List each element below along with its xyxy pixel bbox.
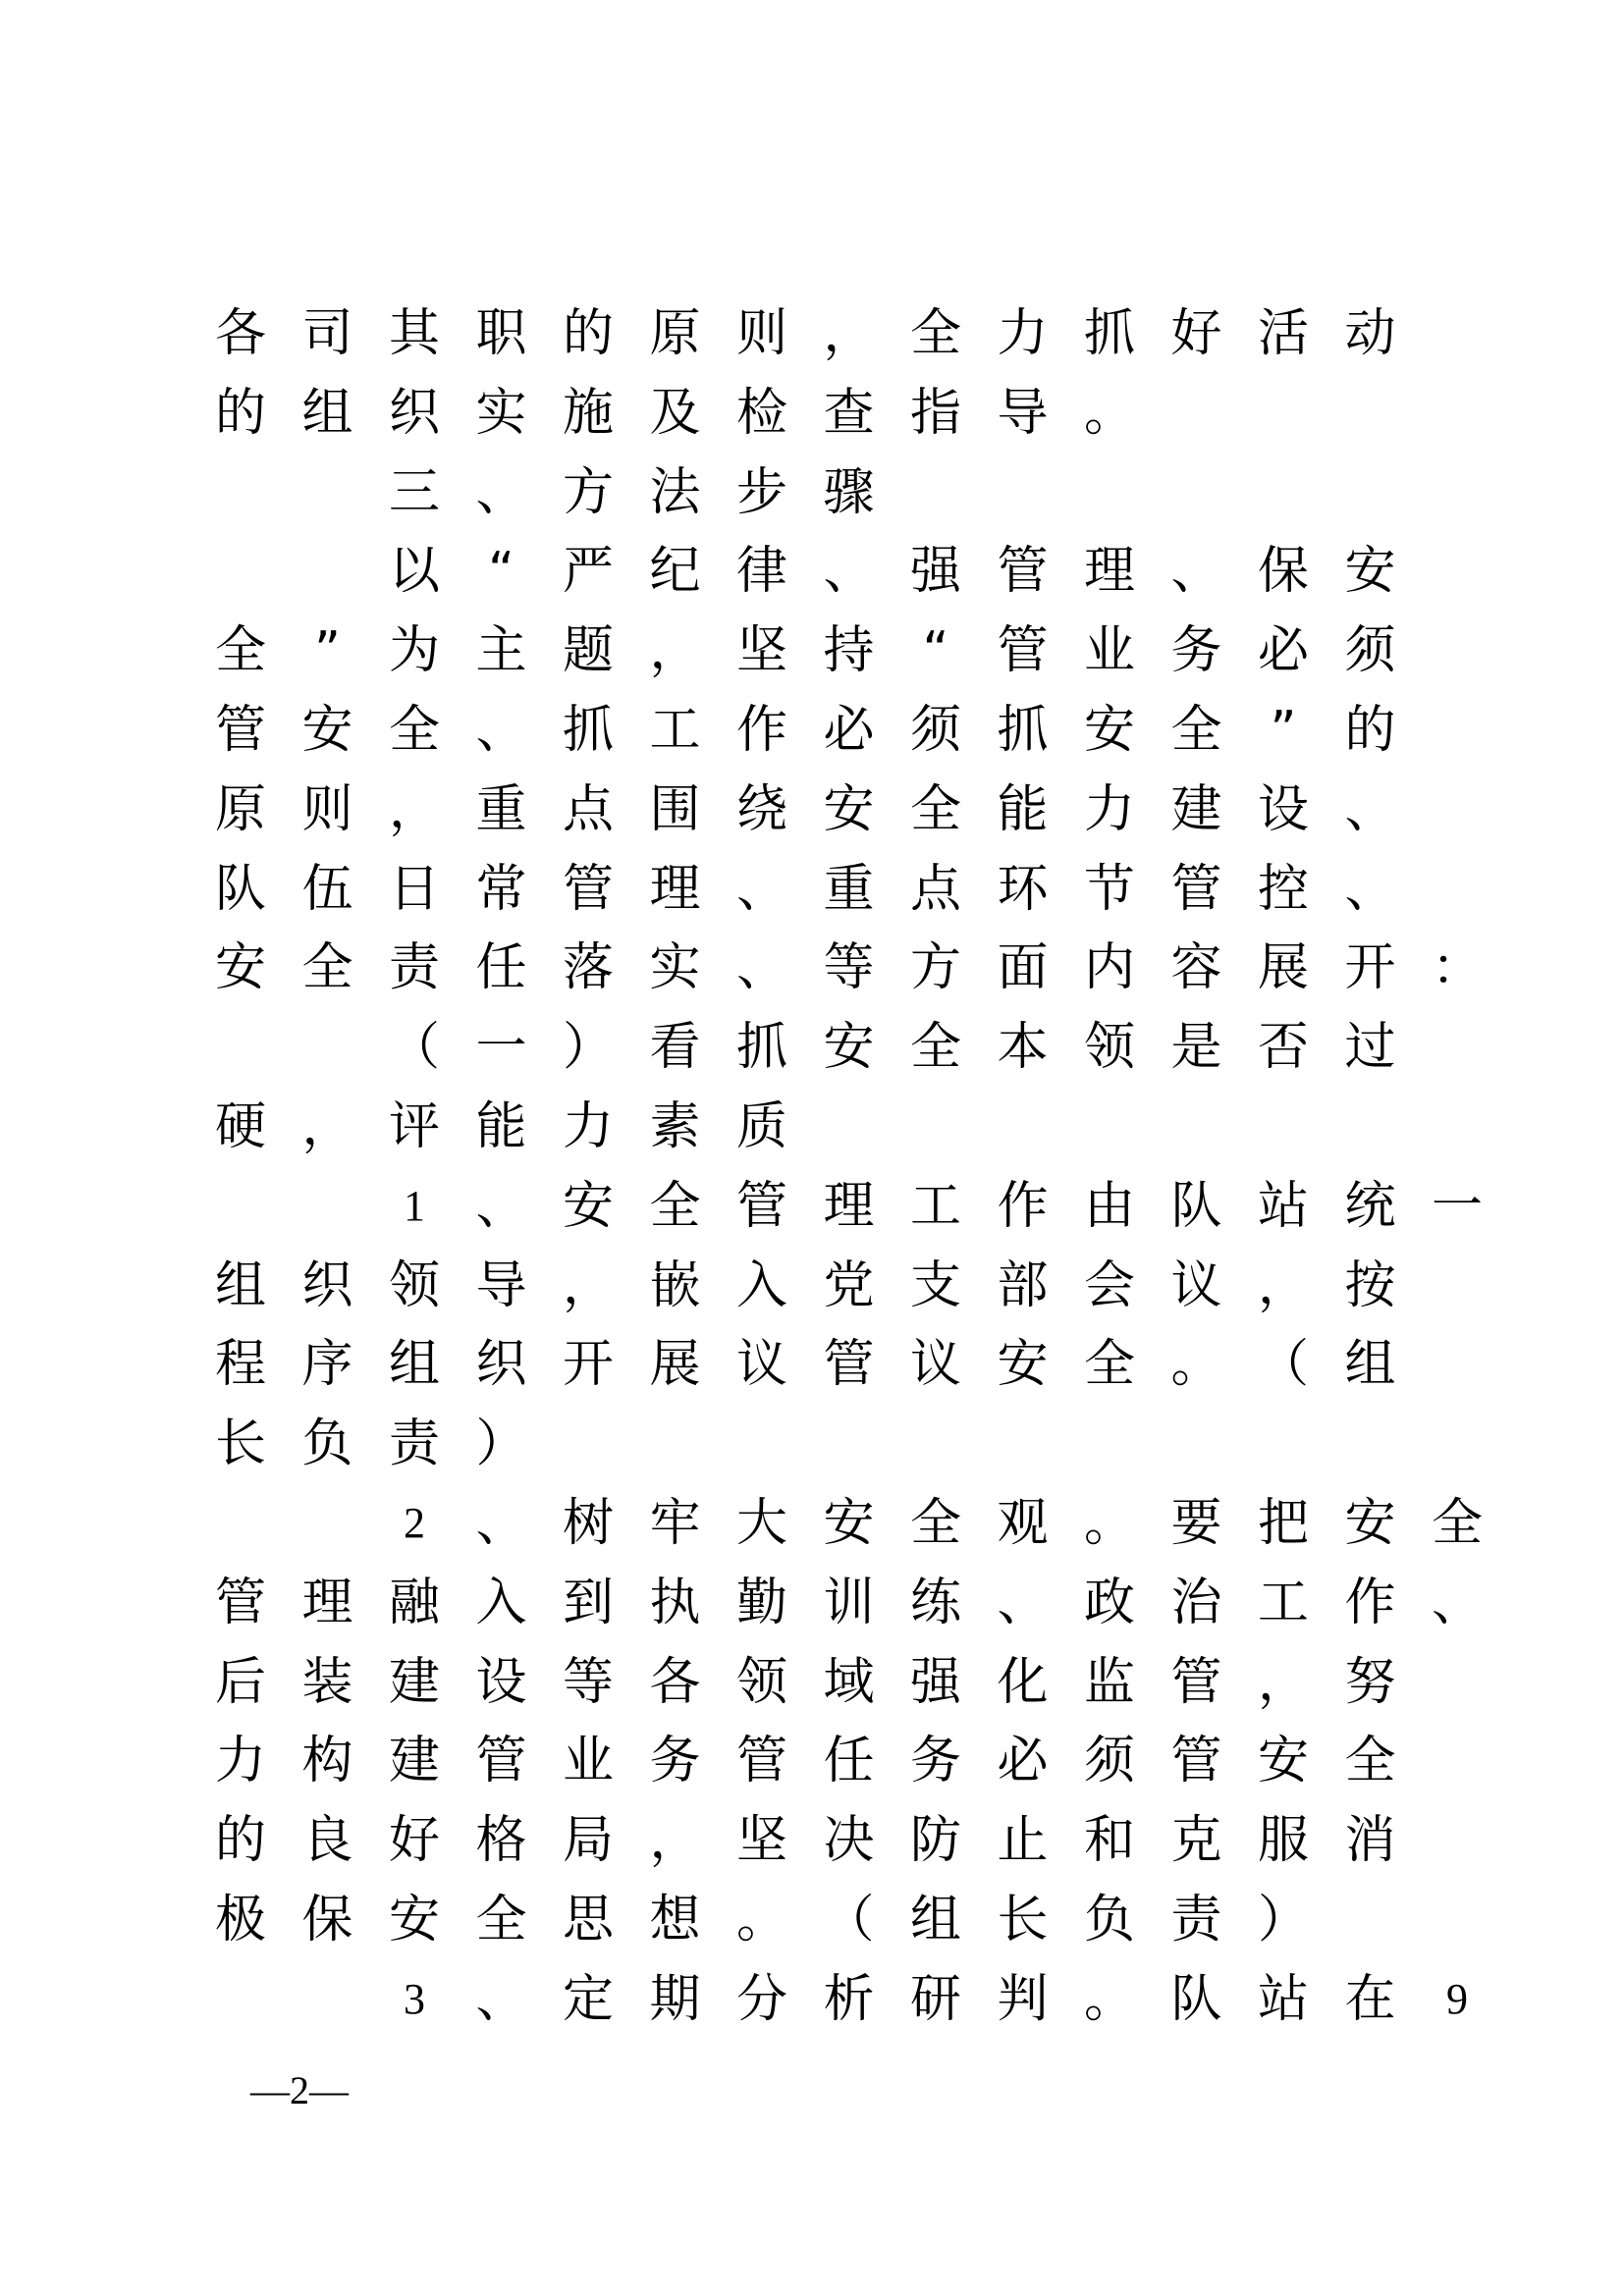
text-line: 全 ” 为 主 题 ， 坚 持 “ 管 业 务 必 须 (214, 621, 1396, 681)
text-line: 长 负 责 ） (214, 1415, 527, 1474)
text-line: 后 装 建 设 等 各 领 域 强 化 监 管 ， 努 (214, 1652, 1396, 1712)
text-line: （ 一 ） 看 抓 安 全 本 领 是 否 过 (388, 1018, 1396, 1078)
text-line: 原 则 ， 重 点 围 绕 安 全 能 力 建 设 、 (214, 779, 1396, 839)
text-line: 三 、 方 法 步 骤 (388, 462, 875, 522)
text-line: 的 组 织 实 施 及 检 查 指 导 。 (214, 383, 1135, 443)
text-line: 3 、 定 期 分 析 研 判 。 队 站 在 9 (404, 1969, 1468, 2029)
text-line: 组 织 领 导 ， 嵌 入 党 支 部 会 议 ， 按 (214, 1255, 1396, 1315)
page-number: —2— (250, 2068, 349, 2112)
text-line: 队 伍 日 常 管 理 、 重 点 环 节 管 控 、 (214, 859, 1396, 919)
text-line: 管 安 全 、 抓 工 作 必 须 抓 安 全 ” 的 (214, 701, 1396, 760)
text-line: 程 序 组 织 开 展 议 管 议 安 全 。 （ 组 (214, 1335, 1396, 1395)
text-line: 硬 ， 评 能 力 素 质 (214, 1097, 787, 1156)
text-line: 以 “ 严 纪 律 、 强 管 理 、 保 安 (388, 542, 1396, 602)
text-line: 管 理 融 入 到 执 勤 训 练 、 政 治 工 作 、 (214, 1573, 1483, 1632)
text-line: 安 全 责 任 落 实 、 等 方 面 内 容 展 开 ： (214, 938, 1483, 998)
text-line: 力 构 建 管 业 务 管 任 务 必 须 管 安 全 (214, 1732, 1396, 1791)
text-line: 1 、 安 全 管 理 工 作 由 队 站 统 一 (404, 1176, 1483, 1236)
text-line: 的 良 好 格 局 ， 坚 决 防 止 和 克 服 消 (214, 1811, 1396, 1871)
text-line: 极 保 安 全 思 想 。 （ 组 长 负 责 ） (214, 1891, 1309, 1949)
text-line: 各 司 其 职 的 原 则 ， 全 力 抓 好 活 动 (214, 304, 1396, 363)
text-line: 2 、 树 牢 大 安 全 观 。 要 把 安 全 (404, 1494, 1483, 1553)
